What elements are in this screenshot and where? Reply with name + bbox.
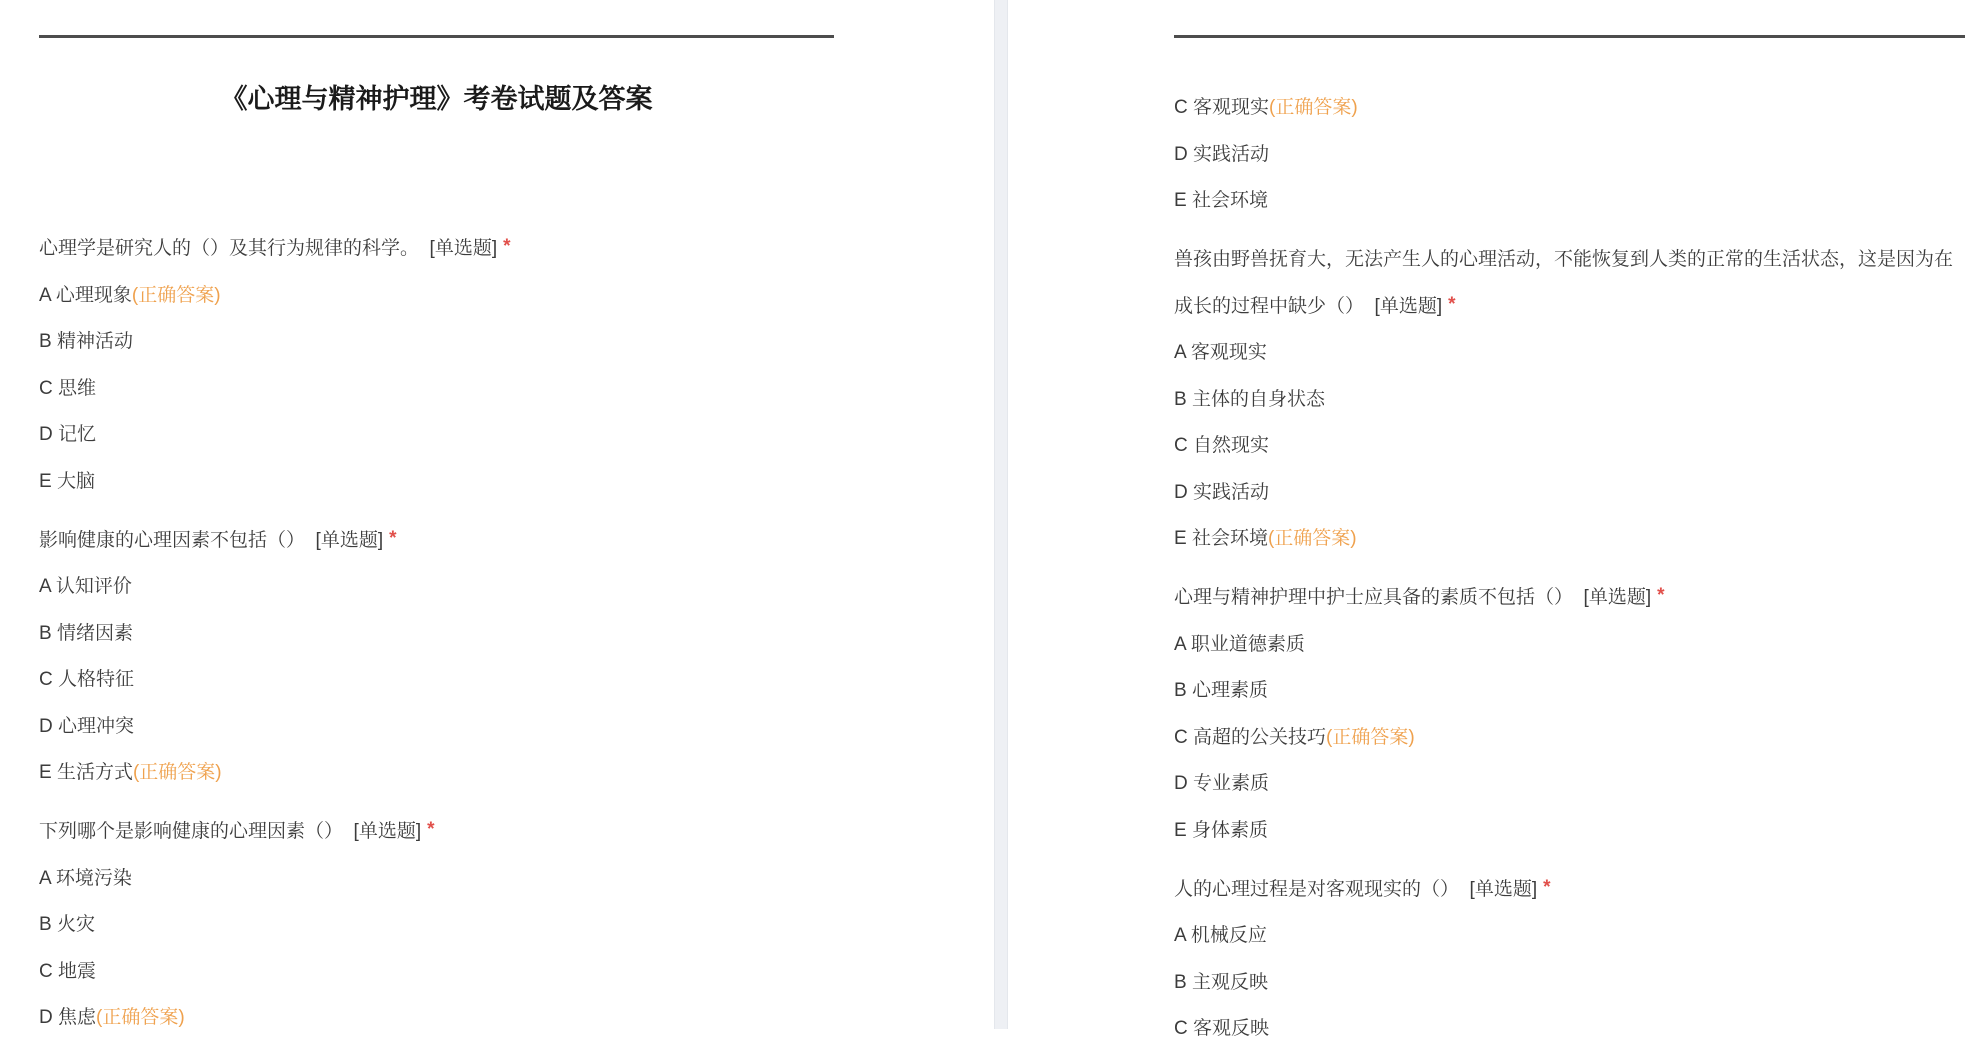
- option-row: [1174, 771, 1269, 797]
- option-row: [39, 376, 96, 402]
- option-row: [1174, 95, 1358, 121]
- correct-answer-badge: (正确答案): [1326, 726, 1415, 748]
- option-text: C 客观反映: [1174, 1018, 1270, 1039]
- required-asterisk: *: [389, 527, 397, 549]
- option-row: [39, 667, 134, 693]
- option-text: D 专业素质: [1174, 773, 1270, 794]
- correct-answer-badge: (正确答案): [131, 284, 221, 306]
- question-text: 心理学是研究人的（）及其行为规律的科学。 [单选题]: [39, 238, 498, 259]
- option-text: D 实践活动: [1174, 481, 1270, 503]
- option-row: [39, 760, 222, 786]
- required-asterisk: *: [1543, 876, 1551, 898]
- option-text: C 高超的公关技巧: [1174, 726, 1327, 748]
- option-text: D 实践活动: [1174, 143, 1270, 165]
- option-text: E 大脑: [39, 470, 95, 492]
- option-row: [1174, 1016, 1269, 1042]
- option-text: E 生活方式: [39, 762, 133, 783]
- question-text: 兽孩由野兽抚育大，无法产生人的心理活动，不能恢复到人类的正常的生活状态，这是因为在: [1174, 249, 1954, 270]
- question-text: 成长的过程中缺少（） [单选题]: [1174, 295, 1443, 317]
- option-text: C 客观现实: [1174, 97, 1270, 118]
- option-row: [39, 469, 95, 495]
- question-text: 人的心理过程是对客观现实的（） [单选题]: [1174, 878, 1538, 900]
- option-text: B 主体的自身状态: [1174, 388, 1325, 410]
- option-row: [1174, 818, 1268, 844]
- option-row: [39, 714, 134, 740]
- question-row: [1174, 877, 1551, 903]
- option-row: [39, 1005, 185, 1031]
- option-text: B 主观反映: [1174, 971, 1268, 993]
- option-text: D 焦虑: [39, 1007, 97, 1028]
- option-text: A 心理现象: [39, 284, 132, 306]
- option-text: C 思维: [39, 377, 97, 399]
- option-text: B 心理素质: [1174, 680, 1268, 701]
- required-asterisk: *: [1657, 585, 1665, 606]
- right-page-top-rule: [1174, 35, 1965, 38]
- page-gutter: [994, 0, 1008, 1029]
- option-row: [1174, 526, 1357, 552]
- required-asterisk: *: [503, 236, 511, 257]
- option-row: [39, 283, 221, 309]
- option-row: [1174, 387, 1325, 413]
- option-text: A 认知评价: [39, 576, 132, 597]
- option-row: [39, 422, 96, 448]
- option-text: E 社会环境: [1174, 528, 1268, 549]
- option-row: [1174, 142, 1269, 168]
- option-text: D 心理冲突: [39, 715, 135, 737]
- correct-answer-badge: (正确答案): [96, 1007, 185, 1028]
- option-text: A 客观现实: [1174, 342, 1267, 363]
- option-row: [1174, 340, 1267, 366]
- option-row: [1174, 923, 1267, 949]
- option-row: [39, 959, 96, 985]
- option-row: [39, 912, 95, 938]
- option-text: B 精神活动: [39, 331, 133, 352]
- option-row: [39, 329, 133, 355]
- option-text: B 火灾: [39, 914, 95, 935]
- option-row: [39, 866, 132, 892]
- option-row: [1174, 188, 1268, 214]
- option-text: B 情绪因素: [39, 622, 133, 644]
- option-row: [1174, 725, 1415, 751]
- option-text: C 地震: [39, 960, 97, 982]
- option-text: C 自然现实: [1174, 435, 1270, 456]
- question-row: [39, 528, 397, 554]
- required-asterisk: *: [1448, 293, 1456, 315]
- question-row: [39, 236, 511, 262]
- option-row: [1174, 678, 1268, 704]
- option-row: [39, 574, 132, 600]
- option-text: A 环境污染: [39, 867, 132, 889]
- correct-answer-badge: (正确答案): [1267, 528, 1357, 549]
- question-row: [1174, 294, 1456, 320]
- option-row: [1174, 433, 1269, 459]
- question-row: [1174, 247, 1953, 273]
- question-text: 影响健康的心理因素不包括（） [单选题]: [39, 529, 384, 551]
- document-title: 《心理与精神护理》考卷试题及答案: [220, 84, 653, 114]
- question-row: [39, 819, 435, 845]
- required-asterisk: *: [427, 819, 435, 840]
- option-text: E 身体素质: [1174, 819, 1268, 841]
- option-row: [1174, 970, 1268, 996]
- question-row: [1174, 585, 1665, 611]
- correct-answer-badge: (正确答案): [1269, 97, 1358, 118]
- correct-answer-badge: (正确答案): [132, 762, 222, 783]
- question-text: 心理与精神护理中护士应具备的素质不包括（） [单选题]: [1174, 587, 1652, 608]
- option-row: [39, 621, 133, 647]
- left-page-top-rule: [39, 35, 834, 38]
- option-row: [1174, 632, 1305, 658]
- option-text: C 人格特征: [39, 669, 135, 690]
- option-row: [1174, 480, 1269, 506]
- option-text: A 机械反应: [1174, 925, 1267, 946]
- option-text: E 社会环境: [1174, 190, 1268, 211]
- option-text: D 记忆: [39, 424, 97, 445]
- question-text: 下列哪个是影响健康的心理因素（） [单选题]: [39, 821, 422, 842]
- option-text: A 职业道德素质: [1174, 633, 1305, 655]
